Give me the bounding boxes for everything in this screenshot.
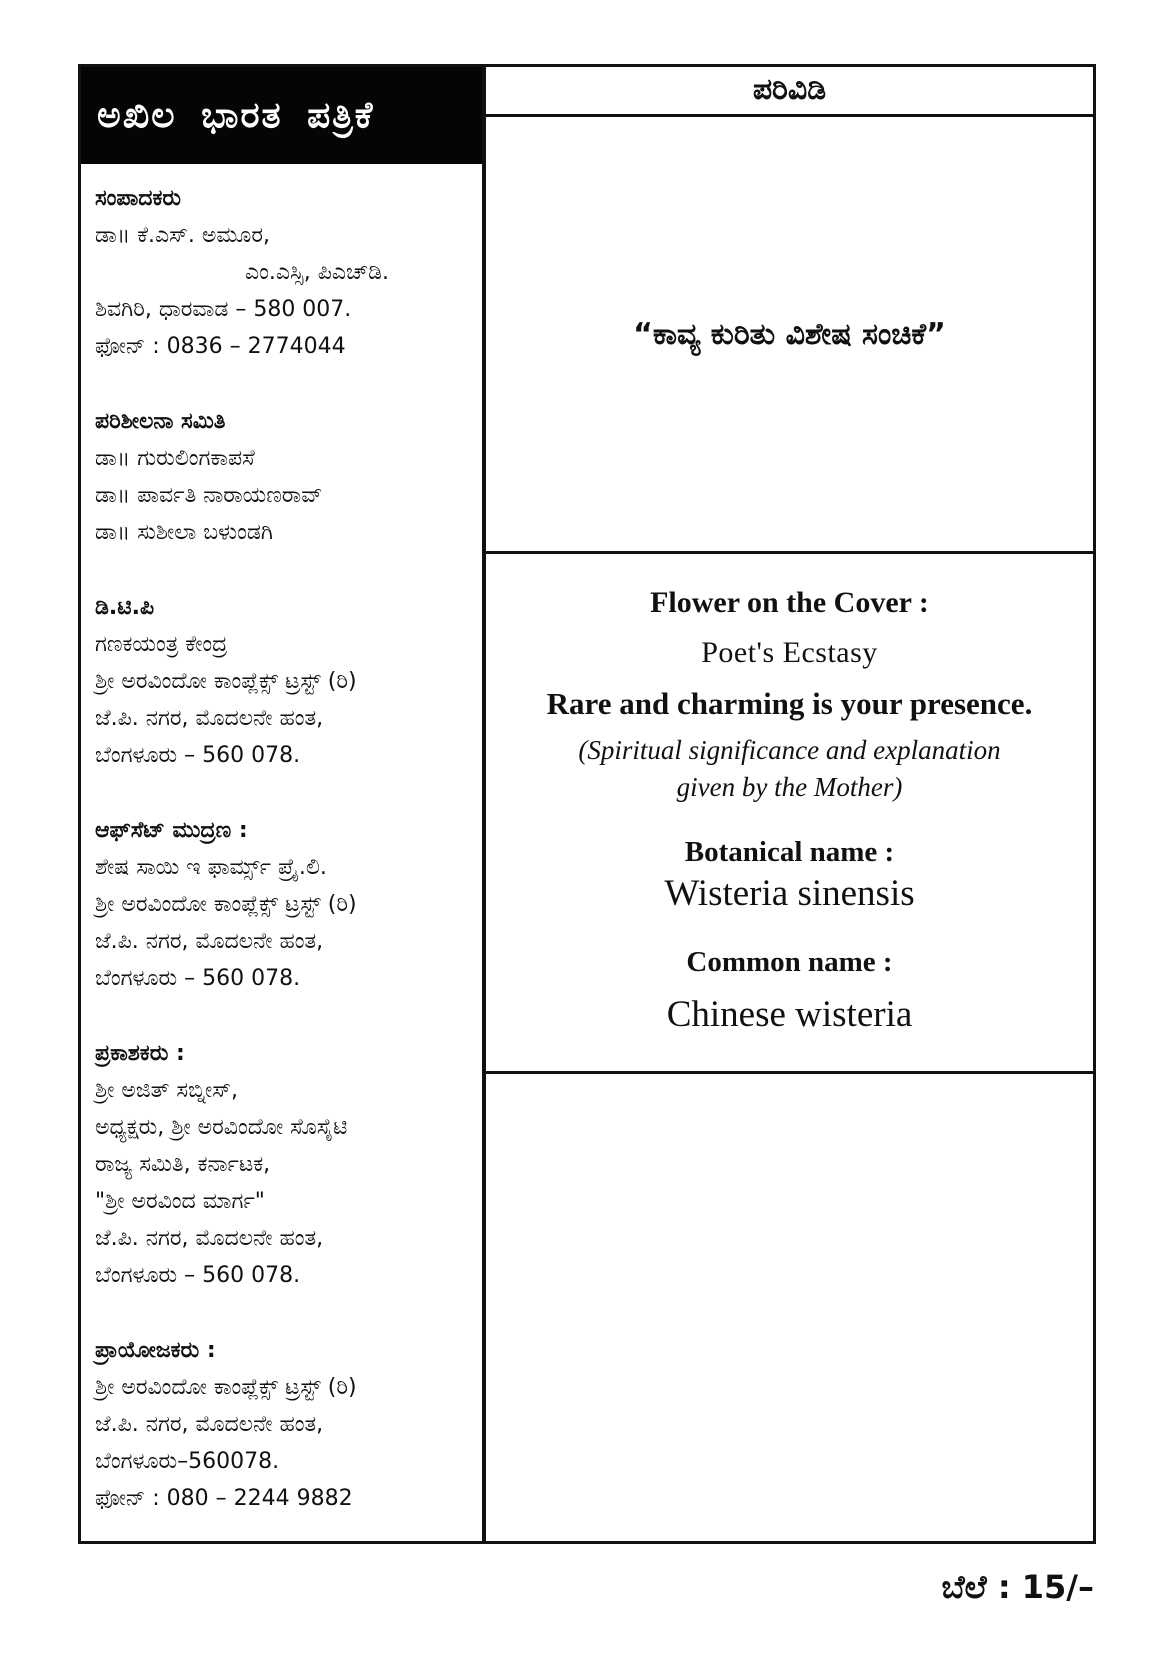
masthead-title: ಅಖಿಲ ಭಾರತ ಪತ್ರಿಕೆ	[81, 67, 482, 164]
credit-section	[95, 812, 482, 997]
credit-line: ಎಂ.ಎಸ್ಸಿ, ಪಿಎಚ್‌ಡಿ.	[245, 260, 390, 285]
credit-line: "ಶ್ರೀ ಅರವಿಂದ ಮಾರ್ಗ"	[95, 1189, 265, 1214]
credit-line: ಡಾ॥ ಕೆ.ಎಸ್. ಅಮೂರ,	[95, 223, 270, 248]
flower-note-line1: (Spiritual significance and explanation	[578, 735, 1001, 765]
price-label: ಬೆಲೆ : 15/–	[941, 1568, 1094, 1606]
credit-section	[95, 589, 482, 774]
flower-heading: Flower on the Cover :	[650, 586, 929, 619]
botanical-value: Wisteria sinensis	[664, 873, 915, 914]
credit-line: ಶಿವಗಿರಿ, ಧಾರವಾಡ – 580 007.	[95, 297, 352, 322]
credit-line: ಬೆಂಗಳೂರು – 560 078.	[95, 1263, 301, 1288]
page-frame	[78, 64, 1096, 1544]
special-issue-box	[486, 117, 1093, 554]
credit-line: ಬೆಂಗಳೂರು – 560 078.	[95, 966, 301, 991]
credit-section	[95, 1332, 482, 1517]
contents-title: ಪರಿವಿಡಿ	[486, 67, 1093, 117]
credit-line: ಶೇಷ ಸಾಯಿ ಇ ಫಾರ್ಮ್ಸ್ ಪ್ರೈ.ಲಿ.	[95, 855, 327, 880]
credit-section-heading: ಸಂಪಾದಕರು	[95, 186, 182, 211]
credit-line: ಶ್ರೀ ಅರವಿಂದೋ ಕಾಂಪ್ಲೆಕ್ಸ್ ಟ್ರಸ್ಟ್ (ರಿ)	[95, 669, 357, 694]
credit-line: ಜೆ.ಪಿ. ನಗರ, ಮೊದಲನೇ ಹಂತ,	[95, 929, 324, 954]
contents-column	[486, 67, 1093, 1541]
credits-list	[81, 164, 482, 1517]
credit-line: ಜೆ.ಪಿ. ನಗರ, ಮೊದಲನೇ ಹಂತ,	[95, 1412, 324, 1437]
credit-line: ಬೆಂಗಳೂರು–560078.	[95, 1449, 280, 1474]
flower-note-line2: given by the Mother)	[676, 772, 903, 802]
common-label: Common name :	[686, 946, 893, 978]
common-value: Chinese wisteria	[666, 994, 913, 1035]
botanical-label: Botanical name :	[684, 836, 895, 868]
credit-section-heading: ಪ್ರಕಾಶಕರು :	[95, 1041, 185, 1066]
credit-line: ಡಾ॥ ಪಾರ್ವತಿ ನಾರಾಯಣರಾವ್	[95, 483, 323, 508]
credit-section-heading: ಡಿ.ಟಿ.ಪಿ	[95, 595, 155, 620]
credit-section-heading: ಆಫ್‌ಸೆಟ್ ಮುದ್ರಣ :	[95, 818, 248, 843]
credit-line: ಡಾ॥ ಗುರುಲಿಂಗಕಾಪಸೆ	[95, 446, 255, 471]
credit-line: ಅಧ್ಯಕ್ಷರು, ಶ್ರೀ ಅರವಿಂದೋ ಸೊಸೈಟಿ	[95, 1115, 348, 1140]
credit-section	[95, 1035, 482, 1294]
flower-name: Poet's Ecstasy	[701, 636, 878, 669]
credit-section	[95, 180, 482, 365]
flower-cover-box	[486, 554, 1093, 1074]
credit-line: ಬೆಂಗಳೂರು – 560 078.	[95, 743, 301, 768]
credit-section-heading: ಪರಿಶೀಲನಾ ಸಮಿತಿ	[95, 409, 226, 434]
credit-line: ಶ್ರೀ ಅರವಿಂದೋ ಕಾಂಪ್ಲೆಕ್ಸ್ ಟ್ರಸ್ಟ್ (ರಿ)	[95, 892, 357, 917]
credit-line: ಫೋನ್ : 0836 – 2774044	[95, 334, 346, 359]
flower-meaning: Rare and charming is your presence.	[546, 686, 1033, 721]
credits-column	[81, 67, 486, 1541]
credit-line: ಫೋನ್ : 080 – 2244 9882	[95, 1486, 353, 1511]
credit-line: ಜೆ.ಪಿ. ನಗರ, ಮೊದಲನೇ ಹಂತ,	[95, 1226, 324, 1251]
credit-section	[95, 403, 482, 551]
credit-line: ಗಣಕಯಂತ್ರ ಕೇಂದ್ರ	[95, 632, 228, 657]
credit-line: ಡಾ॥ ಸುಶೀಲಾ ಬಳುಂಡಗಿ	[95, 520, 273, 545]
credit-line: ಶ್ರೀ ಅರವಿಂದೋ ಕಾಂಪ್ಲೆಕ್ಸ್ ಟ್ರಸ್ಟ್ (ರಿ)	[95, 1375, 357, 1400]
special-issue-title: “ಕಾವ್ಯ ಕುರಿತು ವಿಶೇಷ ಸಂಚಿಕೆ”	[633, 316, 946, 352]
credit-line: ಶ್ರೀ ಅಜಿತ್ ಸಬ್ನೀಸ್,	[95, 1078, 238, 1103]
credit-section-heading: ಪ್ರಾಯೋಜಕರು :	[95, 1338, 216, 1363]
credit-line: ರಾಜ್ಯ ಸಮಿತಿ, ಕರ್ನಾಟಕ,	[95, 1152, 271, 1177]
credit-line: ಜೆ.ಪಿ. ನಗರ, ಮೊದಲನೇ ಹಂತ,	[95, 706, 324, 731]
